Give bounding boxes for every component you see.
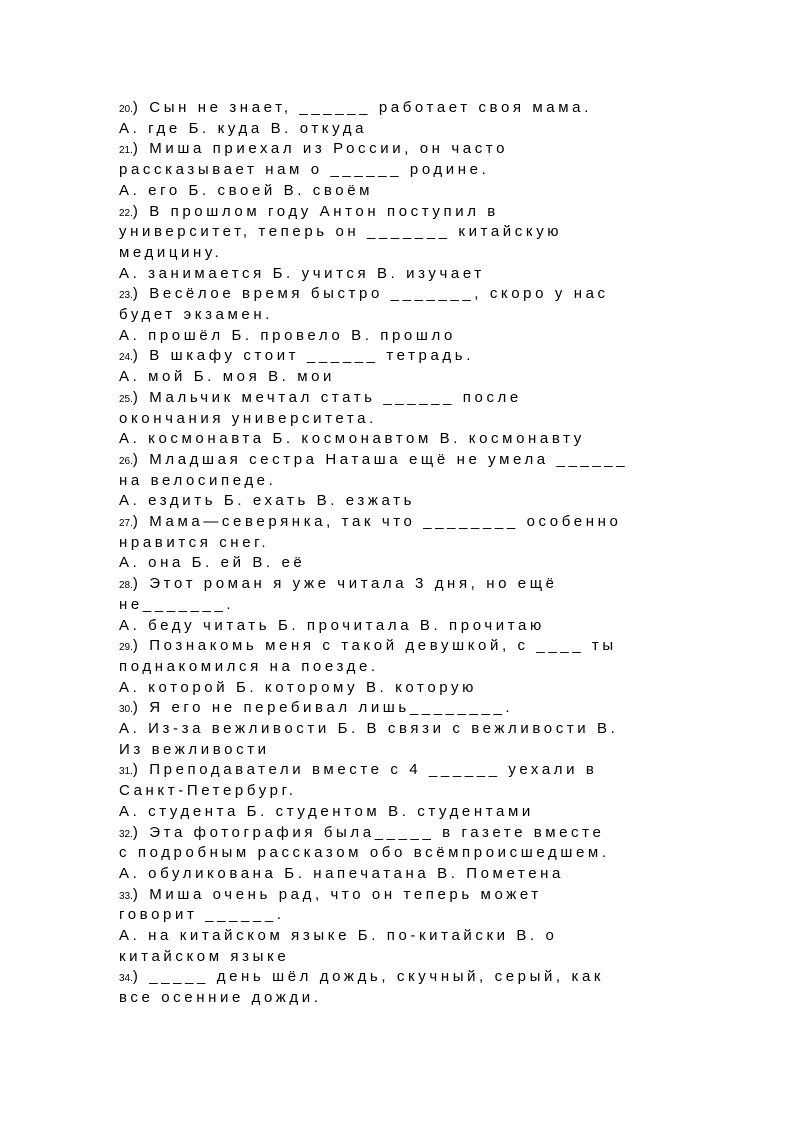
question-number: 28. [119, 580, 133, 592]
question-number: 29. [119, 642, 133, 654]
text-line [119, 781, 297, 801]
line-text: все осенние дожди. [119, 989, 322, 1007]
question-number: 26. [119, 455, 133, 467]
line-text: на велосипеде. [119, 471, 277, 489]
text-line [119, 533, 269, 553]
line-text: окончания университета. [119, 409, 377, 427]
question-number: 20. [119, 104, 133, 115]
text-line [119, 740, 270, 760]
line-text: А. его Б. своей В. своём [119, 181, 374, 199]
line-text: А. она Б. ей В. её [119, 554, 306, 572]
text-line [119, 864, 564, 884]
line-text: ) Этот роман я уже читала 3 дня, но ещё [132, 575, 558, 593]
text-line [119, 367, 335, 387]
text-line [119, 947, 289, 967]
line-text: А. на китайском языке Б. по-китайски В. о [119, 927, 558, 944]
text-line [119, 181, 373, 201]
line-text: ) В прошлом году Антон поступил в [132, 202, 499, 220]
text-line [119, 553, 305, 573]
question-line [119, 698, 513, 718]
line-text: А. ездить Б. ехать В. езжать [119, 492, 416, 510]
text-line [119, 595, 234, 615]
question-number: 22. [119, 207, 133, 219]
text-line [119, 802, 534, 822]
line-text: ) _____ день шёл дождь, скучный, серый, как [132, 968, 605, 986]
text-line [119, 719, 618, 739]
line-text: А. космонавта Б. космонавтом В. космонавту [119, 430, 585, 448]
line-text: не_______. [119, 595, 235, 613]
text-line [119, 264, 485, 284]
line-text: рассказывает нам о ______ родине. [119, 161, 490, 179]
question-line [119, 388, 522, 408]
line-text: китайском языке [119, 947, 290, 965]
text-line [119, 119, 367, 139]
text-line [119, 678, 477, 698]
line-text: будет экзамен. [119, 306, 274, 323]
text-line [119, 926, 557, 946]
line-text: ) В шкафу стоит ______ тетрадь. [132, 347, 474, 365]
text-line [119, 843, 610, 863]
line-text: А. беду читать Б. прочитала В. прочитаю [119, 616, 545, 634]
question-line [119, 636, 617, 656]
question-number: 25. [119, 393, 133, 405]
question-line [119, 823, 604, 843]
line-text: говорит ______. [119, 906, 285, 924]
line-text: Из вежливости [119, 740, 270, 758]
line-text: ) Сын не знает, ______ работает своя мама. [132, 99, 592, 116]
text-line [119, 616, 545, 636]
line-text: Санкт-Петербург. [119, 782, 297, 800]
text-line [119, 160, 489, 180]
question-line [119, 450, 628, 470]
question-line [119, 139, 508, 159]
question-line [119, 98, 592, 118]
line-text: А. где Б. куда В. откуда [119, 119, 368, 137]
line-text: поднакомился на поезде. [119, 657, 379, 675]
text-line [119, 409, 377, 429]
line-text: ) Миша очень рад, что он теперь может [132, 885, 542, 903]
question-line [119, 202, 499, 222]
text-line [119, 326, 456, 346]
question-number: 34. [119, 973, 133, 985]
text-line [119, 471, 276, 491]
text-line [119, 491, 415, 511]
text-line [119, 429, 585, 449]
text-line [119, 305, 273, 325]
line-text: ) Познакомь меня с такой девушкой, с ____ ты [132, 637, 617, 655]
question-line [119, 346, 474, 366]
question-number: 27. [119, 518, 133, 529]
line-text: А. студента Б. студентом В. студентами [119, 802, 534, 820]
line-text: А. которой Б. которому В. которую [119, 678, 478, 696]
question-number: 23. [119, 290, 133, 302]
line-text: ) Весёлое время быстро _______, скоро у нас [132, 285, 609, 303]
text-line [119, 657, 379, 677]
line-text: ) Преподаватели вместе с 4 ______ уехали в [132, 761, 598, 779]
question-line [119, 885, 542, 905]
question-number: 32. [119, 828, 133, 840]
line-text: А. обуликована Б. напечатана В. Пометена [119, 864, 564, 882]
question-number: 21. [119, 145, 133, 157]
question-line [119, 967, 604, 987]
question-number: 31. [119, 766, 133, 778]
line-text: А. занимается Б. учится В. изучает [119, 264, 485, 282]
line-text: ) Я его не перебивал лишь________. [132, 699, 514, 717]
line-text: А. Из-за вежливости Б. В связи с вежливости В. [119, 720, 619, 737]
text-line [119, 243, 222, 263]
question-line [119, 574, 558, 594]
line-text: А. мой Б. моя В. мои [119, 368, 336, 386]
question-line [119, 512, 621, 532]
line-text: с подробным рассказом обо всёмпроисшедшем. [119, 844, 610, 862]
line-text: ) Младшая сестра Наташа ещё не умела ______ [132, 450, 629, 468]
question-number: 24. [119, 352, 133, 364]
line-text: ) Мальчик мечтал стать ______ после [132, 388, 522, 406]
text-line [119, 905, 285, 925]
text-line [119, 988, 322, 1008]
question-line [119, 284, 609, 304]
line-text: ) Мама—северянка, так что ________ особенно [132, 513, 622, 530]
line-text: ) Эта фотография была_____ в газете вместе [132, 823, 605, 841]
line-text: ) Миша приехал из России, он часто [132, 140, 509, 158]
question-line [119, 760, 597, 780]
line-text: нравится снег. [119, 533, 270, 551]
line-text: А. прошёл Б. провело В. прошло [119, 326, 456, 344]
question-number: 33. [119, 890, 133, 902]
text-line [119, 222, 562, 242]
question-number: 30. [119, 704, 133, 716]
line-text: медицину. [119, 243, 223, 261]
line-text: университет, теперь он _______ китайскую [119, 223, 563, 241]
